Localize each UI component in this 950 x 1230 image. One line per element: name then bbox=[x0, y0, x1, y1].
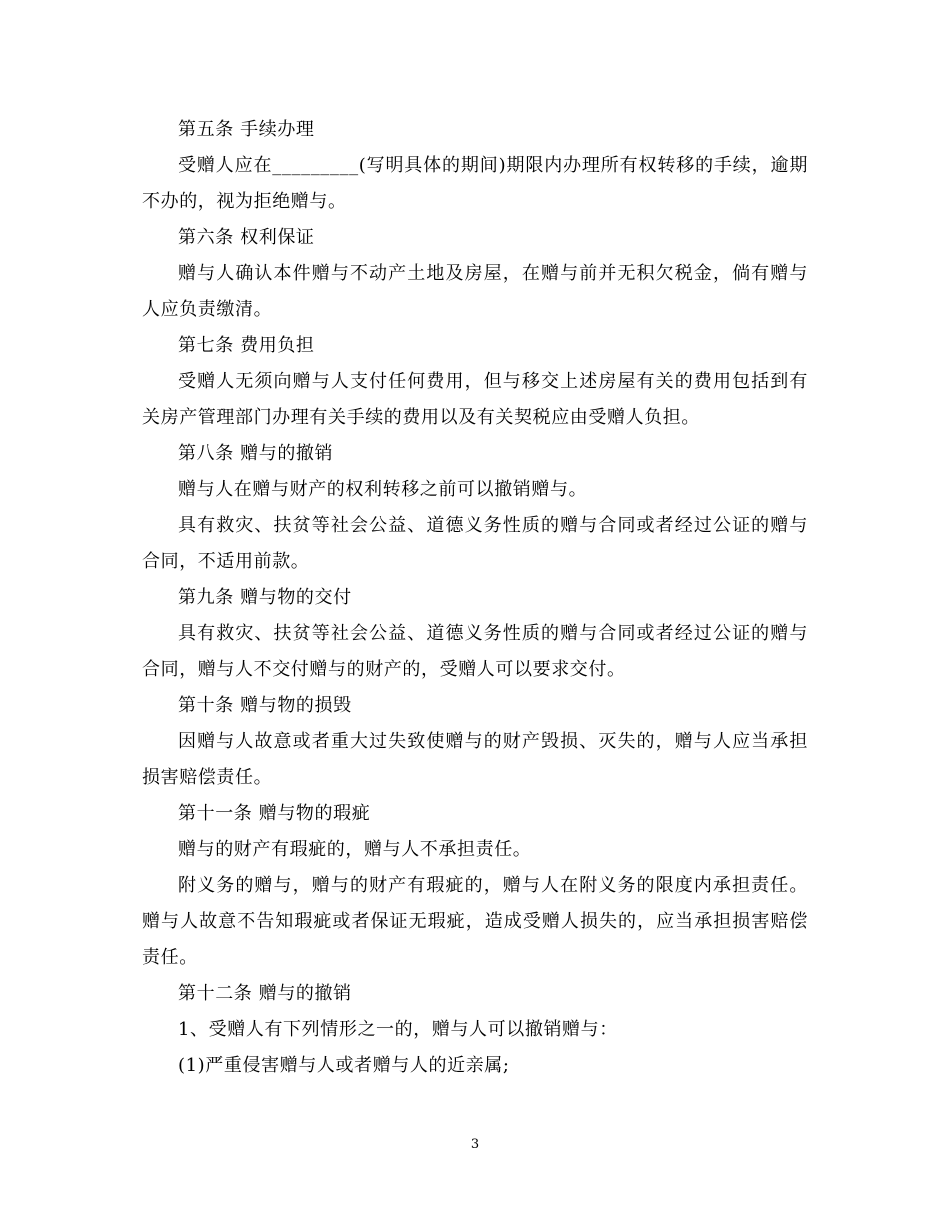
article-11-heading: 第十一条 赠与物的瑕疵 bbox=[178, 803, 371, 824]
article-12-heading: 第十二条 赠与的撤销 bbox=[178, 983, 352, 1004]
article-11-text-1: 赠与的财产有瑕疵的，赠与人不承担责任。 bbox=[178, 839, 532, 860]
article-12-subitem-1: (1)严重侵害赠与人或者赠与人的近亲属; bbox=[178, 1055, 510, 1076]
article-11-text-2: 附义务的赠与，赠与的财产有瑕疵的，赠与人在附义务的限度内承担责任。赠与人故意不告知瑕疵或者保证无瑕疵，造成受赠人损失的，应当承担损害赔偿责任。 bbox=[142, 875, 808, 968]
article-5-text: 受赠人应在_________(写明具体的期间)期限内办理所有权转移的手续，逾期不办的，视为拒绝赠与。 bbox=[142, 155, 808, 212]
article-10-text: 因赠与人故意或者重大过失致使赠与的财产毁损、灭失的，赠与人应当承担损害赔偿责任。 bbox=[142, 731, 808, 788]
article-8-text-2: 具有救灾、扶贫等社会公益、道德义务性质的赠与合同或者经过公证的赠与合同，不适用前款。 bbox=[142, 515, 808, 572]
page-number: 3 bbox=[470, 1137, 480, 1152]
article-7-heading: 第七条 费用负担 bbox=[178, 335, 315, 356]
article-5-heading: 第五条 手续办理 bbox=[178, 119, 315, 140]
article-9-text: 具有救灾、扶贫等社会公益、道德义务性质的赠与合同或者经过公证的赠与合同，赠与人不交付赠与的财产的，受赠人可以要求交付。 bbox=[142, 623, 808, 680]
article-7-text: 受赠人无须向赠与人支付任何费用，但与移交上述房屋有关的费用包括到有关房产管理部门办理有关手续的费用以及有关契税应由受赠人负担。 bbox=[142, 371, 808, 428]
article-8-text-1: 赠与人在赠与财产的权利转移之前可以撤销赠与。 bbox=[178, 479, 588, 500]
article-6-text: 赠与人确认本件赠与不动产土地及房屋，在赠与前并无积欠税金，倘有赠与人应负责缴清。 bbox=[142, 263, 808, 320]
article-10-heading: 第十条 赠与物的损毁 bbox=[178, 695, 352, 716]
document-body bbox=[142, 112, 808, 1084]
article-6-heading: 第六条 权利保证 bbox=[178, 227, 315, 248]
article-8-heading: 第八条 赠与的撤销 bbox=[178, 443, 334, 464]
article-12-item-1: 1、受赠人有下列情形之一的，赠与人可以撤销赠与： bbox=[178, 1019, 618, 1040]
article-9-heading: 第九条 赠与物的交付 bbox=[178, 587, 352, 608]
